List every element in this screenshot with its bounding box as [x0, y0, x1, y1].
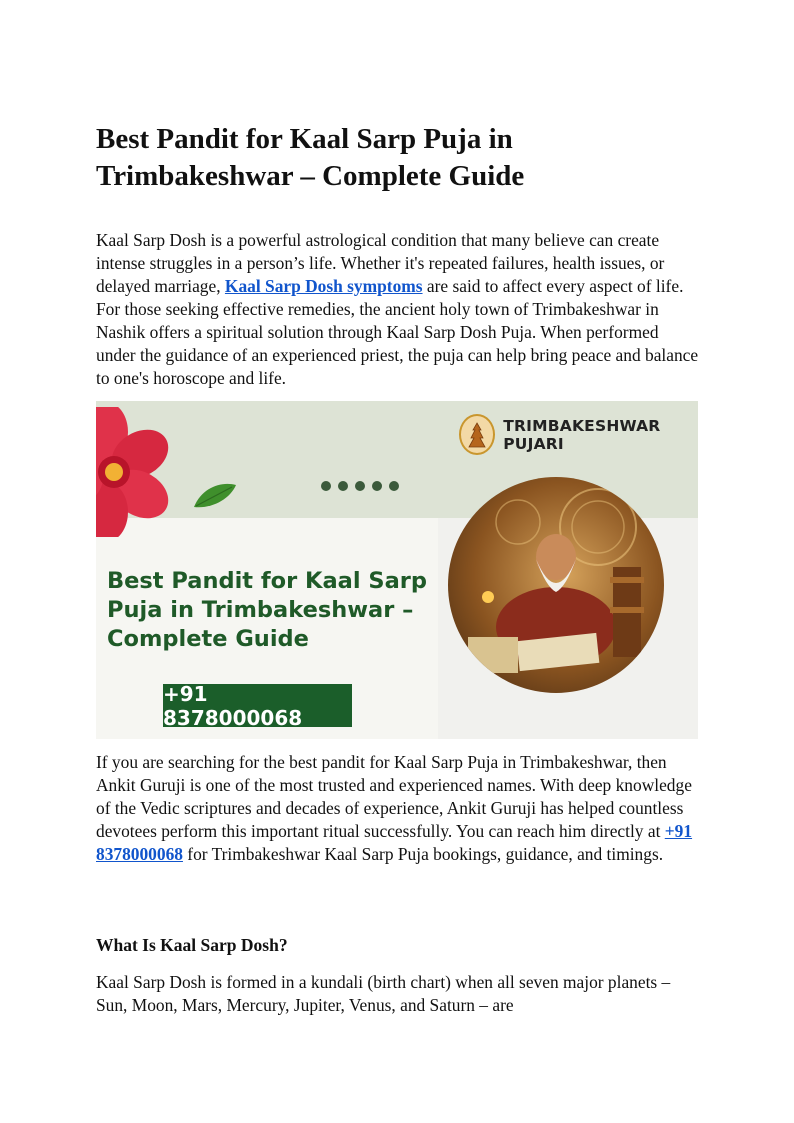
brand-name: TRIMBAKESHWAR PUJARI: [503, 416, 661, 453]
section-paragraph: Kaal Sarp Dosh is formed in a kundali (birth chart) when all seven major planets – Sun, Moon, Mars, Mercury, Jupiter, Venus, and Saturn – are: [96, 972, 671, 1015]
intro-paragraph: [96, 229, 700, 390]
phone-link[interactable]: +91 8378000068: [96, 821, 693, 864]
guru-text-after: for Trimbakeshwar Kaal Sarp Puja bookings, guidance, and timings.: [182, 844, 664, 864]
banner-image: [96, 401, 698, 739]
kaal-sarp-symptoms-link[interactable]: Kaal Sarp Dosh symptoms: [224, 276, 423, 296]
section-heading: What Is Kaal Sarp Dosh?: [96, 935, 288, 955]
guru-paragraph: [96, 751, 700, 866]
pagination-dots: [321, 481, 399, 491]
leaf-icon: [192, 481, 238, 511]
guru-text-before: If you are searching for the best pandit for Kaal Sarp Puja in Trimbakeshwar, then Ankit Guruji is one of the most trusted and experienced names. With deep knowledge of the Vedic scriptures and decades of experience, Ankit Guruji has helped countless devotees perform this important ritual successfully. You can reach him directly at: [96, 752, 692, 841]
banner-phone-button[interactable]: +91 8378000068: [163, 684, 352, 727]
brand-logo: [459, 414, 698, 455]
intro-text-before: Kaal Sarp Dosh is a powerful astrological condition that many believe can create intense struggles in a person’s life. Whether it's repeated failures, health issues, or delayed marriage,: [96, 230, 665, 296]
intro-text-after: are said to affect every aspect of life. For those seeking effective remedies, the ancient holy town of Trimbakeshwar in Nashik offers a spiritual solution through Kaal Sarp Dosh Puja. When performed under the guidance of an experienced priest, the puja can help bring peace and balance to one's horoscope and life.: [96, 276, 699, 388]
banner-headline: Best Pandit for Kaal Sarp Puja in Trimbakeshwar – Complete Guide: [107, 568, 427, 652]
flower-icon: [96, 407, 170, 537]
page-title: Best Pandit for Kaal Sarp Puja in Trimbakeshwar – Complete Guide: [96, 123, 525, 192]
temple-icon: [459, 414, 495, 455]
guru-portrait-image: [448, 477, 664, 693]
